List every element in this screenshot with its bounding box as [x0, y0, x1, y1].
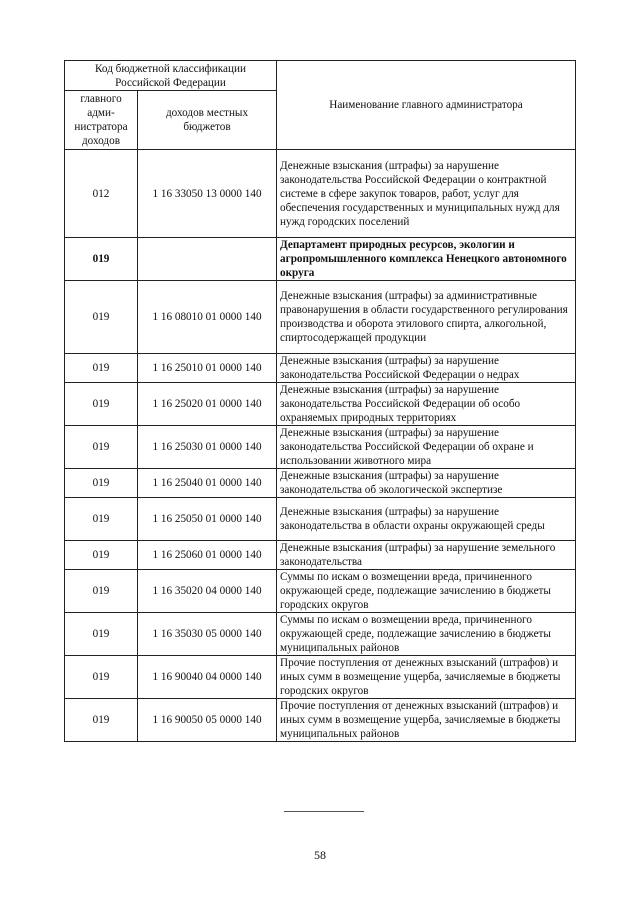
administrator-name-cell: Суммы по искам о возмещении вреда, причиненного окружающей среде, подлежащие зачислению в бюджеты муниципальных районов: [277, 613, 576, 656]
income-code-cell: 1 16 25040 01 0000 140: [138, 469, 277, 498]
table-row: [65, 498, 576, 541]
income-code-cell: 1 16 35030 05 0000 140: [138, 613, 277, 656]
income-code-cell: [138, 238, 277, 281]
administrator-name-cell: Денежные взыскания (штрафы) за нарушение законодательства Российской Федерации об охране и использовании животного мира: [277, 426, 576, 469]
income-code-cell: 1 16 08010 01 0000 140: [138, 281, 277, 354]
table-row: [65, 613, 576, 656]
table-row: [65, 541, 576, 570]
table-row: [65, 354, 576, 383]
admin-code-cell: 019: [65, 613, 138, 656]
income-code-cell: 1 16 35020 04 0000 140: [138, 570, 277, 613]
administrator-name-cell: Прочие поступления от денежных взысканий (штрафов) и иных сумм в возмещение ущерба, зачисляемые в бюджеты муниципальных районов: [277, 699, 576, 742]
income-code-cell: 1 16 25050 01 0000 140: [138, 498, 277, 541]
administrator-name-cell: Денежные взыскания (штрафы) за нарушение законодательства Российской Федерации о контрактной системе в сфере закупок товаров, работ, услуг для обеспечения государственных и муниципальных нужд для нужд городских поселений: [277, 150, 576, 238]
admin-code-cell: 019: [65, 498, 138, 541]
admin-code-cell: 019: [65, 699, 138, 742]
administrator-name-cell: Денежные взыскания (штрафы) за административные правонарушения в области государственного регулирования производства и оборота этилового спирта, алкогольной, спиртосодержащей продукции: [277, 281, 576, 354]
table-row: [65, 281, 576, 354]
administrator-name-cell: Денежные взыскания (штрафы) за нарушение законодательства в области охраны окружающей среды: [277, 498, 576, 541]
administrator-name-cell: Денежные взыскания (штрафы) за нарушение земельного законодательства: [277, 541, 576, 570]
table-row: [65, 699, 576, 742]
table-row: [65, 238, 576, 281]
admin-code-cell: 019: [65, 570, 138, 613]
administrator-name-cell: Денежные взыскания (штрафы) за нарушение законодательства об экологической экспертизе: [277, 469, 576, 498]
admin-code-cell: 019: [65, 238, 138, 281]
income-code-cell: 1 16 25020 01 0000 140: [138, 383, 277, 426]
income-code-cell: 1 16 25060 01 0000 140: [138, 541, 277, 570]
table-row: [65, 570, 576, 613]
header-income-column: доходов местных бюджетов: [138, 91, 277, 150]
income-code-cell: 1 16 90050 05 0000 140: [138, 699, 277, 742]
table-row: [65, 469, 576, 498]
footer-divider: [284, 811, 364, 812]
admin-code-cell: 019: [65, 281, 138, 354]
administrator-name-cell: Денежные взыскания (штрафы) за нарушение законодательства Российской Федерации о недрах: [277, 354, 576, 383]
table-body: [65, 150, 576, 742]
administrator-name-cell: Суммы по искам о возмещении вреда, причиненного окружающей среде, подлежащие зачислению в бюджеты городских округов: [277, 570, 576, 613]
table-row: [65, 656, 576, 699]
administrator-name-cell: Департамент природных ресурсов, экологии и агропромышленного комплекса Ненецкого автономного округа: [277, 238, 576, 281]
header-admin-column: главного адми-нистратора доходов: [65, 91, 138, 150]
admin-code-cell: 019: [65, 656, 138, 699]
table-row: [65, 383, 576, 426]
admin-code-cell: 019: [65, 541, 138, 570]
admin-code-cell: 019: [65, 383, 138, 426]
income-code-cell: 1 16 25030 01 0000 140: [138, 426, 277, 469]
administrator-name-cell: Денежные взыскания (штрафы) за нарушение законодательства Российской Федерации об особо охраняемых природных территориях: [277, 383, 576, 426]
header-name-column: Наименование главного администратора: [277, 61, 576, 150]
page-number: 58: [314, 848, 326, 862]
budget-classification-table: [64, 60, 576, 742]
admin-code-cell: 019: [65, 469, 138, 498]
income-code-cell: 1 16 33050 13 0000 140: [138, 150, 277, 238]
table-header: [65, 61, 576, 150]
admin-code-cell: 019: [65, 354, 138, 383]
administrator-name-cell: Прочие поступления от денежных взысканий (штрафов) и иных сумм в возмещение ущерба, зачисляемые в бюджеты городских округов: [277, 656, 576, 699]
header-code-group: Код бюджетной классификации Российской Федерации: [65, 61, 277, 91]
table-row: [65, 426, 576, 469]
income-code-cell: 1 16 90040 04 0000 140: [138, 656, 277, 699]
admin-code-cell: 012: [65, 150, 138, 238]
admin-code-cell: 019: [65, 426, 138, 469]
table-row: [65, 150, 576, 238]
income-code-cell: 1 16 25010 01 0000 140: [138, 354, 277, 383]
